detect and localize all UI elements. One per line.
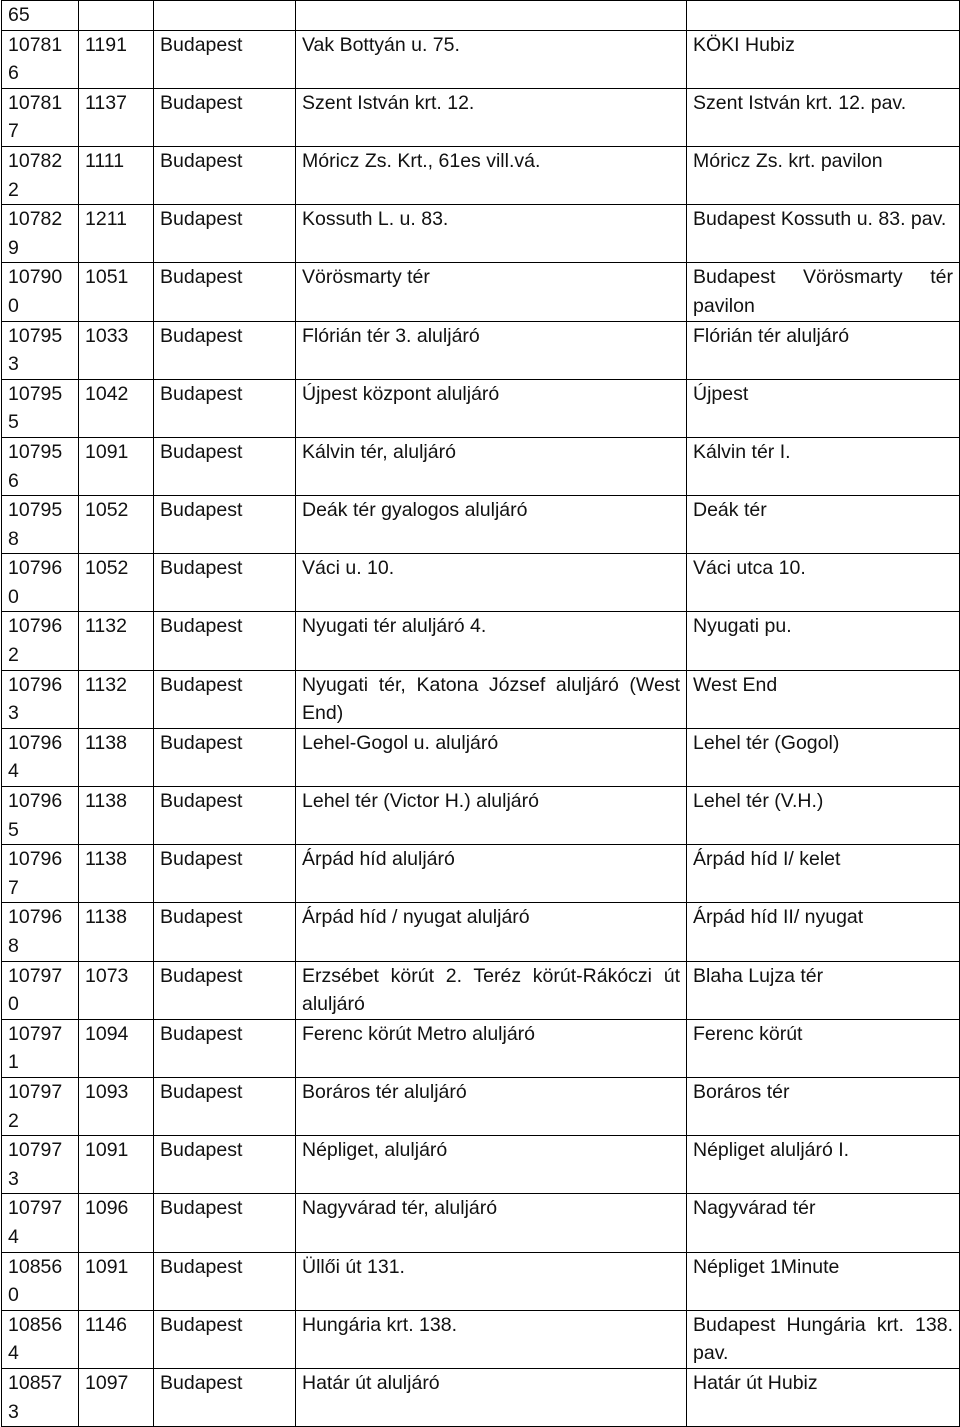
name-cell: Lehel tér (Gogol): [687, 728, 960, 786]
table-row: [2, 1310, 960, 1368]
id-cell: 108560: [2, 1252, 79, 1310]
id-cell: 107964: [2, 728, 79, 786]
zip-cell: 1097: [79, 1368, 154, 1426]
table-row: [2, 787, 960, 845]
id-cell: 107974: [2, 1194, 79, 1252]
city-cell: Budapest: [154, 263, 296, 321]
id-cell-fragment: 65: [2, 1, 79, 31]
city-cell: Budapest: [154, 1136, 296, 1194]
address-cell: Hungária krt. 138.: [296, 1310, 687, 1368]
name-cell: Budapest Hungária krt. 138. pav.: [687, 1310, 960, 1368]
zip-cell: 1042: [79, 379, 154, 437]
id-cell: 107971: [2, 1019, 79, 1077]
name-cell: Népliget 1Minute: [687, 1252, 960, 1310]
name-cell: KÖKI Hubiz: [687, 30, 960, 88]
address-cell: Erzsébet körút 2. Teréz körút-Rákóczi út aluljáró: [296, 961, 687, 1019]
name-cell: Újpest: [687, 379, 960, 437]
table-row-fragment: [2, 1, 960, 31]
table-row: [2, 612, 960, 670]
table-row: [2, 30, 960, 88]
locations-table: [1, 0, 960, 1427]
address-cell: Határ út aluljáró: [296, 1368, 687, 1426]
id-cell: 107829: [2, 205, 79, 263]
address-cell: Ferenc körút Metro aluljáró: [296, 1019, 687, 1077]
zip-cell: 1096: [79, 1194, 154, 1252]
table-row: [2, 321, 960, 379]
name-cell: Móricz Zs. krt. pavilon: [687, 146, 960, 204]
name-cell: Lehel tér (V.H.): [687, 787, 960, 845]
id-cell: 107963: [2, 670, 79, 728]
name-cell: Ferenc körút: [687, 1019, 960, 1077]
id-cell: 107956: [2, 437, 79, 495]
zip-cell: 1137: [79, 88, 154, 146]
city-cell: Budapest: [154, 612, 296, 670]
city-cell: Budapest: [154, 554, 296, 612]
table-row: [2, 1019, 960, 1077]
zip-cell: 1091: [79, 1252, 154, 1310]
city-cell: Budapest: [154, 146, 296, 204]
zip-cell: 1146: [79, 1310, 154, 1368]
id-cell: 107953: [2, 321, 79, 379]
city-cell: Budapest: [154, 496, 296, 554]
city-cell: Budapest: [154, 845, 296, 903]
name-cell: Nyugati pu.: [687, 612, 960, 670]
zip-cell: 1138: [79, 845, 154, 903]
zip-cell: 1052: [79, 554, 154, 612]
id-cell: 107822: [2, 146, 79, 204]
address-cell: Újpest központ aluljáró: [296, 379, 687, 437]
name-cell: Deák tér: [687, 496, 960, 554]
city-cell: Budapest: [154, 728, 296, 786]
address-cell: Váci u. 10.: [296, 554, 687, 612]
city-cell: Budapest: [154, 670, 296, 728]
zip-cell: 1094: [79, 1019, 154, 1077]
address-cell: Nagyvárad tér, aluljáró: [296, 1194, 687, 1252]
address-cell: Boráros tér aluljáró: [296, 1077, 687, 1135]
zip-cell: 1033: [79, 321, 154, 379]
address-cell: Móricz Zs. Krt., 61es vill.vá.: [296, 146, 687, 204]
id-cell: 107970: [2, 961, 79, 1019]
city-cell: Budapest: [154, 1310, 296, 1368]
city-cell: Budapest: [154, 205, 296, 263]
address-cell: Deák tér gyalogos aluljáró: [296, 496, 687, 554]
id-cell: 107968: [2, 903, 79, 961]
empty-cell: [296, 1, 687, 31]
zip-cell: 1093: [79, 1077, 154, 1135]
zip-cell: 1138: [79, 728, 154, 786]
zip-cell: 1091: [79, 437, 154, 495]
address-cell: Lehel tér (Victor H.) aluljáró: [296, 787, 687, 845]
table-row: [2, 554, 960, 612]
name-cell: Szent István krt. 12. pav.: [687, 88, 960, 146]
name-cell: Boráros tér: [687, 1077, 960, 1135]
id-cell: 107816: [2, 30, 79, 88]
table-row: [2, 1194, 960, 1252]
city-cell: Budapest: [154, 1194, 296, 1252]
table-body: [2, 1, 960, 1427]
table-row: [2, 1077, 960, 1135]
name-cell: Kálvin tér I.: [687, 437, 960, 495]
name-cell: Árpád híd I/ kelet: [687, 845, 960, 903]
id-cell: 107973: [2, 1136, 79, 1194]
table-row: [2, 1136, 960, 1194]
address-cell: Kálvin tér, aluljáró: [296, 437, 687, 495]
address-cell: Szent István krt. 12.: [296, 88, 687, 146]
table-row: [2, 903, 960, 961]
zip-cell: 1051: [79, 263, 154, 321]
id-cell: 107967: [2, 845, 79, 903]
city-cell: Budapest: [154, 787, 296, 845]
name-cell: Budapest Vörösmarty tér pavilon: [687, 263, 960, 321]
zip-cell: 1211: [79, 205, 154, 263]
table-row: [2, 728, 960, 786]
address-cell: Árpád híd / nyugat aluljáró: [296, 903, 687, 961]
zip-cell: 1091: [79, 1136, 154, 1194]
city-cell: Budapest: [154, 321, 296, 379]
name-cell: Flórián tér aluljáró: [687, 321, 960, 379]
table-row: [2, 670, 960, 728]
name-cell: Budapest Kossuth u. 83. pav.: [687, 205, 960, 263]
zip-cell: 1052: [79, 496, 154, 554]
address-cell: Vak Bottyán u. 75.: [296, 30, 687, 88]
city-cell: Budapest: [154, 88, 296, 146]
address-cell: Flórián tér 3. aluljáró: [296, 321, 687, 379]
id-cell: 107960: [2, 554, 79, 612]
name-cell: West End: [687, 670, 960, 728]
id-cell: 107955: [2, 379, 79, 437]
table-row: [2, 379, 960, 437]
name-cell: Blaha Lujza tér: [687, 961, 960, 1019]
table-row: [2, 205, 960, 263]
id-cell: 107965: [2, 787, 79, 845]
city-cell: Budapest: [154, 379, 296, 437]
name-cell: Árpád híd II/ nyugat: [687, 903, 960, 961]
name-cell: Váci utca 10.: [687, 554, 960, 612]
id-cell: 107900: [2, 263, 79, 321]
city-cell: Budapest: [154, 1368, 296, 1426]
city-cell: Budapest: [154, 30, 296, 88]
city-cell: Budapest: [154, 903, 296, 961]
id-cell: 107817: [2, 88, 79, 146]
empty-cell: [154, 1, 296, 31]
name-cell: Határ út Hubiz: [687, 1368, 960, 1426]
name-cell: Nagyvárad tér: [687, 1194, 960, 1252]
address-cell: Népliget, aluljáró: [296, 1136, 687, 1194]
address-cell: Árpád híd aluljáró: [296, 845, 687, 903]
empty-cell: [79, 1, 154, 31]
address-cell: Nyugati tér aluljáró 4.: [296, 612, 687, 670]
id-cell: 108573: [2, 1368, 79, 1426]
id-cell: 107972: [2, 1077, 79, 1135]
zip-cell: 1111: [79, 146, 154, 204]
zip-cell: 1138: [79, 903, 154, 961]
table-row: [2, 961, 960, 1019]
table-row: [2, 263, 960, 321]
address-cell: Üllői út 131.: [296, 1252, 687, 1310]
address-cell: Kossuth L. u. 83.: [296, 205, 687, 263]
address-cell: Vörösmarty tér: [296, 263, 687, 321]
name-cell: Népliget aluljáró I.: [687, 1136, 960, 1194]
table-row: [2, 1368, 960, 1426]
table-row: [2, 146, 960, 204]
id-cell: 107958: [2, 496, 79, 554]
city-cell: Budapest: [154, 1077, 296, 1135]
city-cell: Budapest: [154, 437, 296, 495]
zip-cell: 1132: [79, 612, 154, 670]
zip-cell: 1073: [79, 961, 154, 1019]
address-cell: Lehel-Gogol u. aluljáró: [296, 728, 687, 786]
zip-cell: 1191: [79, 30, 154, 88]
city-cell: Budapest: [154, 1252, 296, 1310]
zip-cell: 1138: [79, 787, 154, 845]
city-cell: Budapest: [154, 1019, 296, 1077]
city-cell: Budapest: [154, 961, 296, 1019]
address-cell: Nyugati tér, Katona József aluljáró (West End): [296, 670, 687, 728]
table-row: [2, 845, 960, 903]
id-cell: 108564: [2, 1310, 79, 1368]
table-row: [2, 437, 960, 495]
table-row: [2, 1252, 960, 1310]
table-row: [2, 496, 960, 554]
empty-cell: [687, 1, 960, 31]
id-cell: 107962: [2, 612, 79, 670]
zip-cell: 1132: [79, 670, 154, 728]
table-row: [2, 88, 960, 146]
